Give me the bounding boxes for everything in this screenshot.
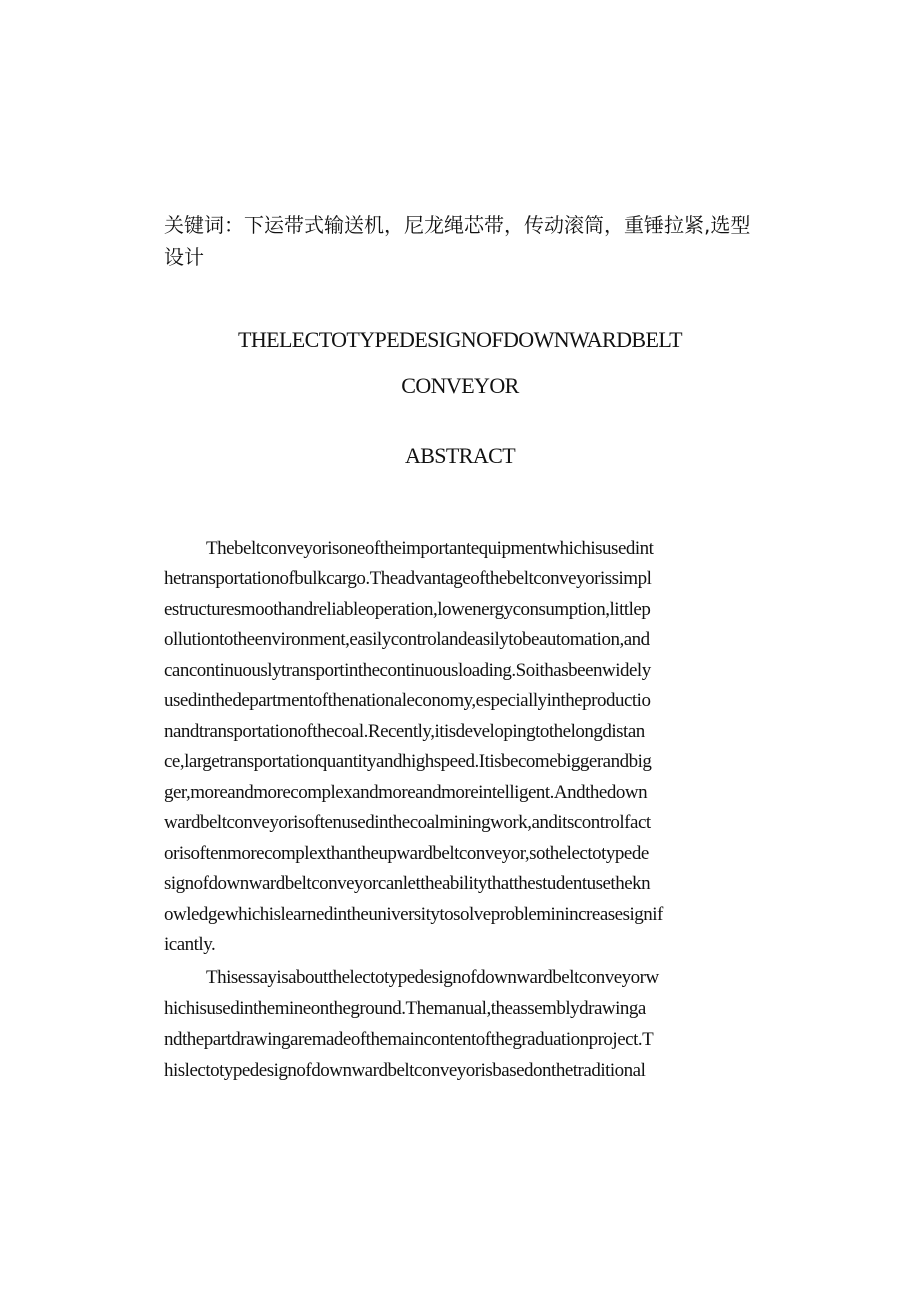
abstract-line: icantly. (164, 934, 216, 955)
abstract-line: hetransportationofbulkcargo.Theadvantageofthebeltconveyorissimpl (164, 568, 652, 589)
abstract-line: estructuresmoothandreliableoperation,lowenergyconsumption,littlep (164, 599, 651, 620)
abstract-line: ger,moreandmorecomplexandmoreandmoreintelligent.Andthedown (164, 782, 648, 803)
abstract-line: usedinthedepartmentofthenationaleconomy,especiallyintheproductio (164, 690, 651, 711)
abstract-line: owledgewhichislearnedintheuniversitytosolveprobleminincreasesignif (164, 904, 663, 925)
abstract-line: orisoftenmorecomplexthantheupwardbeltconveyor,sothelectotypede (164, 843, 649, 864)
abstract-line: hichisusedinthemineontheground.Themanual,theassemblydrawingа (164, 998, 646, 1019)
abstract-line: Thebeltconveyorisoneoftheimportantequipmentwhichisusedint (206, 538, 654, 559)
abstract-line: ollutiontotheenvironment,easilycontrolandeasilytobeautomation,and (164, 629, 650, 650)
abstract-line: hislectotypedesignofdownwardbeltconveyorisbasedonthetraditional (164, 1060, 646, 1081)
abstract-line: Thisessayisaboutthelectotypedesignofdownwardbeltconveyorw (206, 967, 659, 988)
english-title-line-2: CONVEYOR (401, 373, 519, 398)
abstract-line: ce,largetransportationquantityandhighspeed.Itisbecomebiggerandbig (164, 751, 652, 772)
abstract-line: signofdownwardbeltconveyorcanlettheabilitythatthestudentusethekn (164, 873, 651, 894)
abstract-line: wardbeltconveyorisoftenusedinthecoalminingwork,anditscontrolfact (164, 812, 651, 833)
keywords-line-2: 设计 (164, 245, 204, 269)
abstract-line: nandtransportationofthecoal.Recently,itisdevelopingtothelongdistan (164, 721, 645, 742)
english-title-line-1: THELECTOTYPEDESIGNOFDOWNWARDBELT (237, 327, 682, 352)
abstract-line: ndthepartdrawingaremadeofthemaincontentofthegraduationproject.T (164, 1029, 654, 1050)
keywords-line-1: 关键词：下运带式输送机，尼龙绳芯带，传动滚筒，重锤拉紧,选型 (164, 213, 751, 237)
abstract-line: cancontinuouslytransportinthecontinuousloading.Soithasbeenwidely (164, 660, 651, 681)
abstract-heading: ABSTRACT (404, 443, 516, 468)
